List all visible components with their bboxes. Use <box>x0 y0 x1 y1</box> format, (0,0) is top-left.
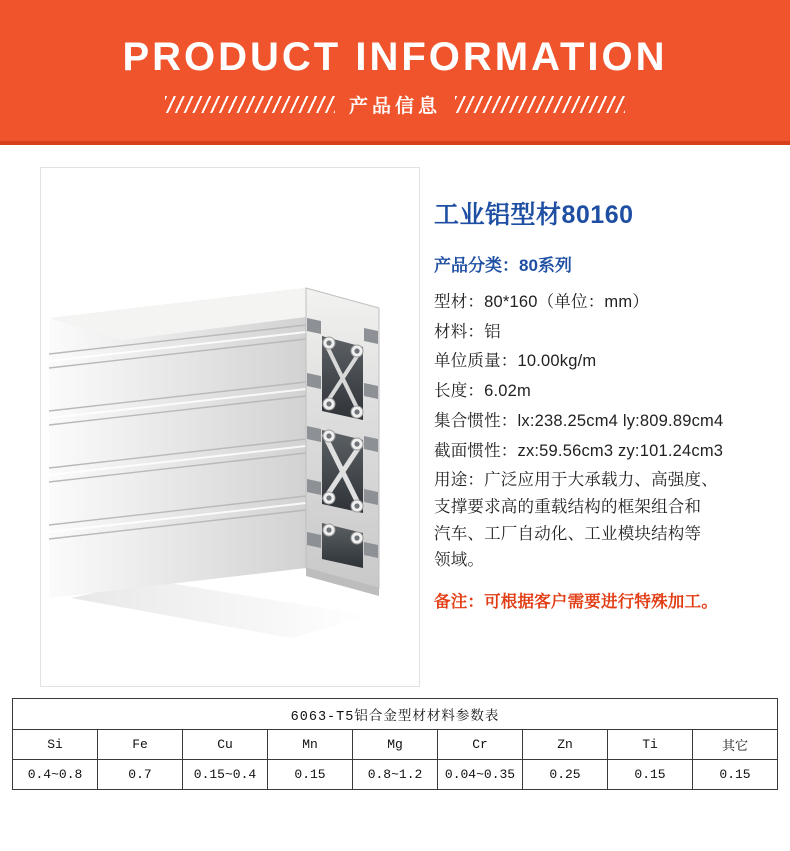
spec-length: 长度：6.02m <box>434 382 531 401</box>
product-category-label: 产品分类： <box>434 256 519 275</box>
hatch-decoration-left <box>165 96 335 113</box>
table-header-cell: 其它 <box>693 730 778 760</box>
product-category <box>434 251 772 276</box>
table-cell: 0.4~0.8 <box>13 760 98 790</box>
material-parameter-table-container <box>12 698 778 790</box>
table-row <box>13 760 778 790</box>
table-header-row <box>13 730 778 760</box>
banner-subtitle: 产品信息 <box>348 96 441 117</box>
table-cell: 0.04~0.35 <box>438 760 523 790</box>
hatch-decoration-right <box>455 96 625 113</box>
banner-content <box>0 0 790 145</box>
table-cell: 0.25 <box>523 760 608 790</box>
table-header-cell: Si <box>13 730 98 760</box>
banner-subtitle-row <box>0 91 790 118</box>
usage-line-4: 领域。 <box>434 551 485 570</box>
product-image-frame <box>40 167 420 687</box>
banner-bottom-divider <box>0 141 790 145</box>
table-header-cell: Mn <box>268 730 353 760</box>
product-content <box>0 145 790 690</box>
table-cell: 0.15 <box>693 760 778 790</box>
usage-line-2: 支撑要求高的重载结构的框架组合和 <box>434 498 702 517</box>
table-header-cell: Cu <box>183 730 268 760</box>
table-cell: 0.15 <box>268 760 353 790</box>
page-header-banner <box>0 0 790 145</box>
table-header-cell: Mg <box>353 730 438 760</box>
table-cell: 0.7 <box>98 760 183 790</box>
usage-line-3: 汽车、工厂自动化、工业模块结构等 <box>434 524 702 543</box>
table-cell: 0.8~1.2 <box>353 760 438 790</box>
table-header-cell: Fe <box>98 730 183 760</box>
spec-unit-weight: 单位质量：10.00kg/m <box>434 352 597 371</box>
table-caption-row <box>13 699 778 730</box>
spec-dimensions: 型材：80*160（单位：mm） <box>434 293 649 311</box>
product-info <box>420 167 790 690</box>
spec-moment-of-inertia: 集合惯性：lx:238.25cm4 ly:809.89cm4 <box>434 411 724 430</box>
table-caption: 6063-T5铝合金型材材料参数表 <box>13 699 778 730</box>
product-note: 备注：可根据客户需要进行特殊加工。 <box>434 593 718 612</box>
aluminium-profile-illustration <box>41 168 419 686</box>
material-parameter-table <box>12 698 778 790</box>
table-header-cell: Cr <box>438 730 523 760</box>
banner-title: PRODUCT INFORMATION <box>122 35 668 79</box>
product-image-container <box>0 167 420 690</box>
usage-line-1: 用途：广泛应用于大承载力、高强度、 <box>434 471 718 490</box>
table-cell: 0.15~0.4 <box>183 760 268 790</box>
table-header-cell: Zn <box>523 730 608 760</box>
product-title: 工业铝型材80160 <box>434 201 634 229</box>
spec-material: 材料：铝 <box>434 322 501 341</box>
product-category-value: 80系列 <box>519 256 572 275</box>
table-cell: 0.15 <box>608 760 693 790</box>
spec-section-modulus: 截面惯性：zx:59.56cm3 zy:101.24cm3 <box>434 441 724 460</box>
table-header-cell: Ti <box>608 730 693 760</box>
